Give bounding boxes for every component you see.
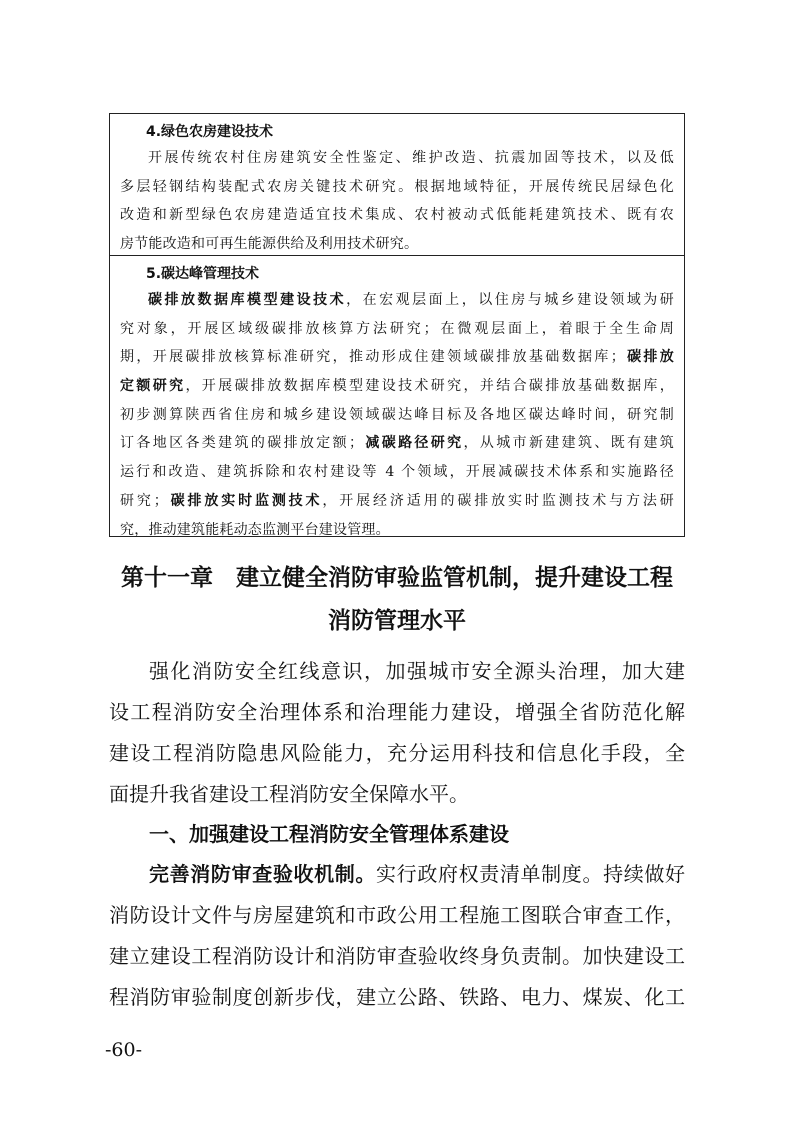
intro-paragraph-line: 设工程消防安全治理体系和治理能力建设，增强全省防范化解 bbox=[109, 700, 685, 724]
bold-term: 碳排放 bbox=[624, 349, 674, 366]
chapter-title-line-1: 第十一章 建立健全消防审验监管机制，提升建设工程 bbox=[121, 565, 673, 591]
box-text-line: 多层轻钢结构装配式农房关键技术研究。根据地域特征，开展传统民居绿色化 bbox=[120, 178, 674, 195]
text-run: ，开展碳排放数据库模型建设技术研究，并结合碳排放基础数据库， bbox=[185, 378, 674, 395]
tech-box-carbon-peak bbox=[109, 256, 685, 537]
intro-paragraph-line: 强化消防安全红线意识，加强城市安全源头治理，加大建 bbox=[149, 659, 685, 683]
text-run: ，在宏观层面上，以住房与城乡建设领域为研 bbox=[346, 292, 675, 308]
tech-box-green-rural-housing bbox=[109, 113, 685, 256]
box-text-line: 运行和改造、建筑拆除和农村建设等 4 个领域，开展减碳技术体系和实施路径 bbox=[120, 464, 674, 481]
section-paragraph-line: 消防设计文件与房屋建筑和市政公用工程施工图联合审查工作， bbox=[109, 903, 685, 927]
box-text-line: 开展传统农村住房建筑安全性鉴定、维护改造、抗震加固等技术，以及低 bbox=[148, 150, 674, 166]
box-text-line bbox=[120, 286, 674, 315]
intro-paragraph-line: 建设工程消防隐患风险能力，充分运用科技和信息化手段，全 bbox=[109, 741, 685, 765]
box-title: 4.绿色农房建设技术 bbox=[146, 124, 274, 140]
page-number: -60- bbox=[105, 1039, 143, 1061]
box-title: 5.碳达峰管理技术 bbox=[146, 266, 260, 282]
box-text-line bbox=[120, 343, 674, 372]
text-run: 研究； bbox=[120, 492, 168, 509]
section-paragraph-line: 建立建设工程消防设计和消防审查验收终身负责制。加快建设工 bbox=[109, 944, 685, 968]
box-text-line: 究对象，开展区域级碳排放核算方法研究；在微观层面上，着眼于全生命周 bbox=[120, 320, 674, 337]
section-paragraph-line: 程消防审验制度创新步伐，建立公路、铁路、电力、煤炭、化工 bbox=[109, 985, 685, 1009]
bold-term: 定额研究 bbox=[120, 378, 186, 395]
bold-term: 碳排放实时监测技术 bbox=[167, 492, 323, 509]
bold-term: 减碳路径研究 bbox=[363, 435, 464, 452]
section-paragraph-line bbox=[109, 859, 685, 889]
text-run: 订各地区各类建筑的碳排放定额； bbox=[120, 435, 364, 452]
box-text-line bbox=[120, 487, 674, 516]
bold-term: 碳排放数据库模型建设技术 bbox=[148, 292, 347, 308]
box-text-line bbox=[120, 429, 674, 458]
box-text-line: 改造和新型绿色农房建造适宜技术集成、农村被动式低能耗建筑技术、既有农 bbox=[120, 207, 674, 224]
intro-paragraph-line: 面提升我省建设工程消防安全保障水平。 bbox=[109, 782, 469, 806]
box-text-line: 究，推动建筑能耗动态监测平台建设管理。 bbox=[120, 521, 390, 538]
box-text-line bbox=[120, 372, 674, 401]
text-run: 实行政府权责清单制度。持续做好 bbox=[376, 862, 686, 886]
box-text-line: 初步测算陕西省住房和城乡建设领域碳达峰目标及各地区碳达峰时间，研究制 bbox=[120, 406, 674, 423]
text-run: 期，开展碳排放核算标准研究，推动形成住建领域碳排放基础数据库； bbox=[120, 349, 625, 366]
text-run: ，开展经济适用的碳排放实时监测技术与方法研 bbox=[322, 492, 674, 509]
section-heading: 一、加强建设工程消防安全管理体系建设 bbox=[149, 822, 509, 846]
text-run: ，从城市新建建筑、既有建筑 bbox=[463, 435, 675, 452]
box-text-line: 房节能改造和可再生能源供给及利用技术研究。 bbox=[120, 236, 419, 253]
bold-lead: 完善消防审查验收机制。 bbox=[149, 862, 377, 886]
chapter-title-line-2: 消防管理水平 bbox=[328, 608, 466, 634]
